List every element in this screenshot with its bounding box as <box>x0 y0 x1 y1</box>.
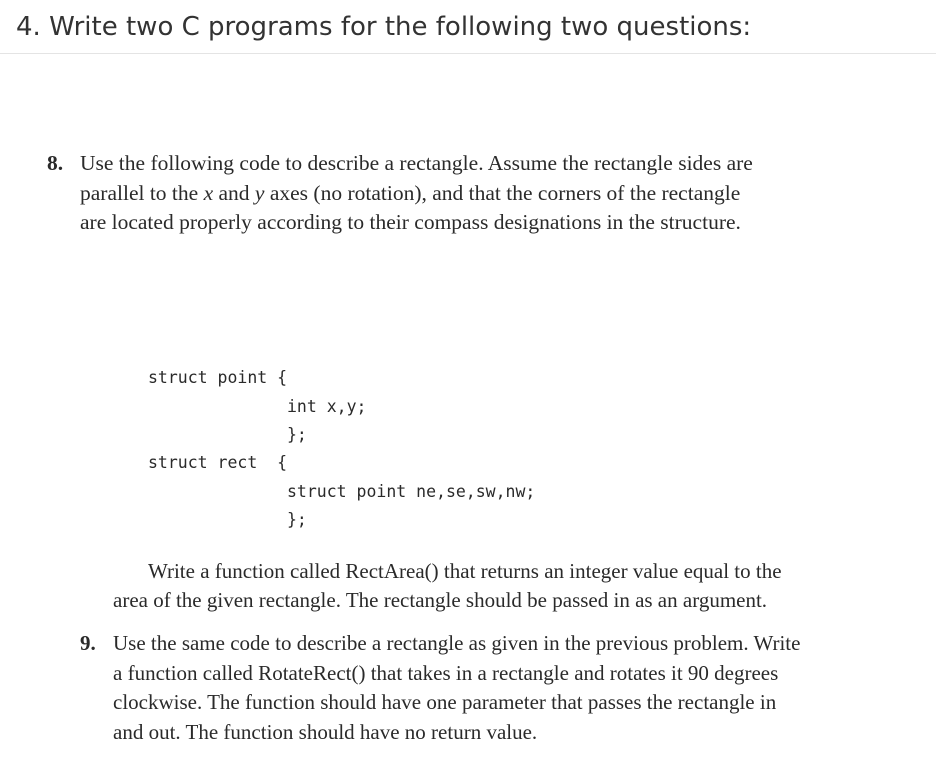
followup-line: Write a function called RectArea() that returns an integer value equal to the <box>148 559 782 583</box>
code-line-rect-open: struct rect { <box>148 453 288 472</box>
code-line-point-open: struct point { <box>148 368 288 387</box>
problem-9-line: Use the same code to describe a rectangle as given in the previous problem. Write <box>113 631 801 655</box>
problem-8-number: 8. <box>47 151 64 175</box>
problem-8-line <box>80 181 740 206</box>
problem-9-line: clockwise. The function should have one parameter that passes the rectangle in <box>113 690 777 714</box>
problem-8-line: Use the following code to describe a rectangle. Assume the rectangle sides are <box>80 151 753 175</box>
code-line-rect-member: struct point ne,se,sw,nw; <box>287 482 536 501</box>
question-title: 4. Write two C programs for the following two questions: <box>16 12 752 42</box>
code-line-point-close: }; <box>287 425 307 444</box>
followup-line: area of the given rectangle. The rectangle should be passed in as an argument. <box>113 588 768 612</box>
code-line-point-member: int x,y; <box>287 397 367 416</box>
code-line-rect-close: }; <box>287 510 307 529</box>
problem-8-line: are located properly according to their compass designations in the structure. <box>80 210 741 234</box>
question-header <box>0 8 936 54</box>
problem-9-number: 9. <box>80 631 96 655</box>
problem-8-line-text: parallel to the x and y axes (no rotation), and that the corners of the rectangle <box>80 181 741 205</box>
problem-9-line: a function called RotateRect() that takes in a rectangle and rotates it 90 degrees <box>113 661 779 685</box>
problem-9-line: and out. The function should have no return value. <box>113 720 538 744</box>
